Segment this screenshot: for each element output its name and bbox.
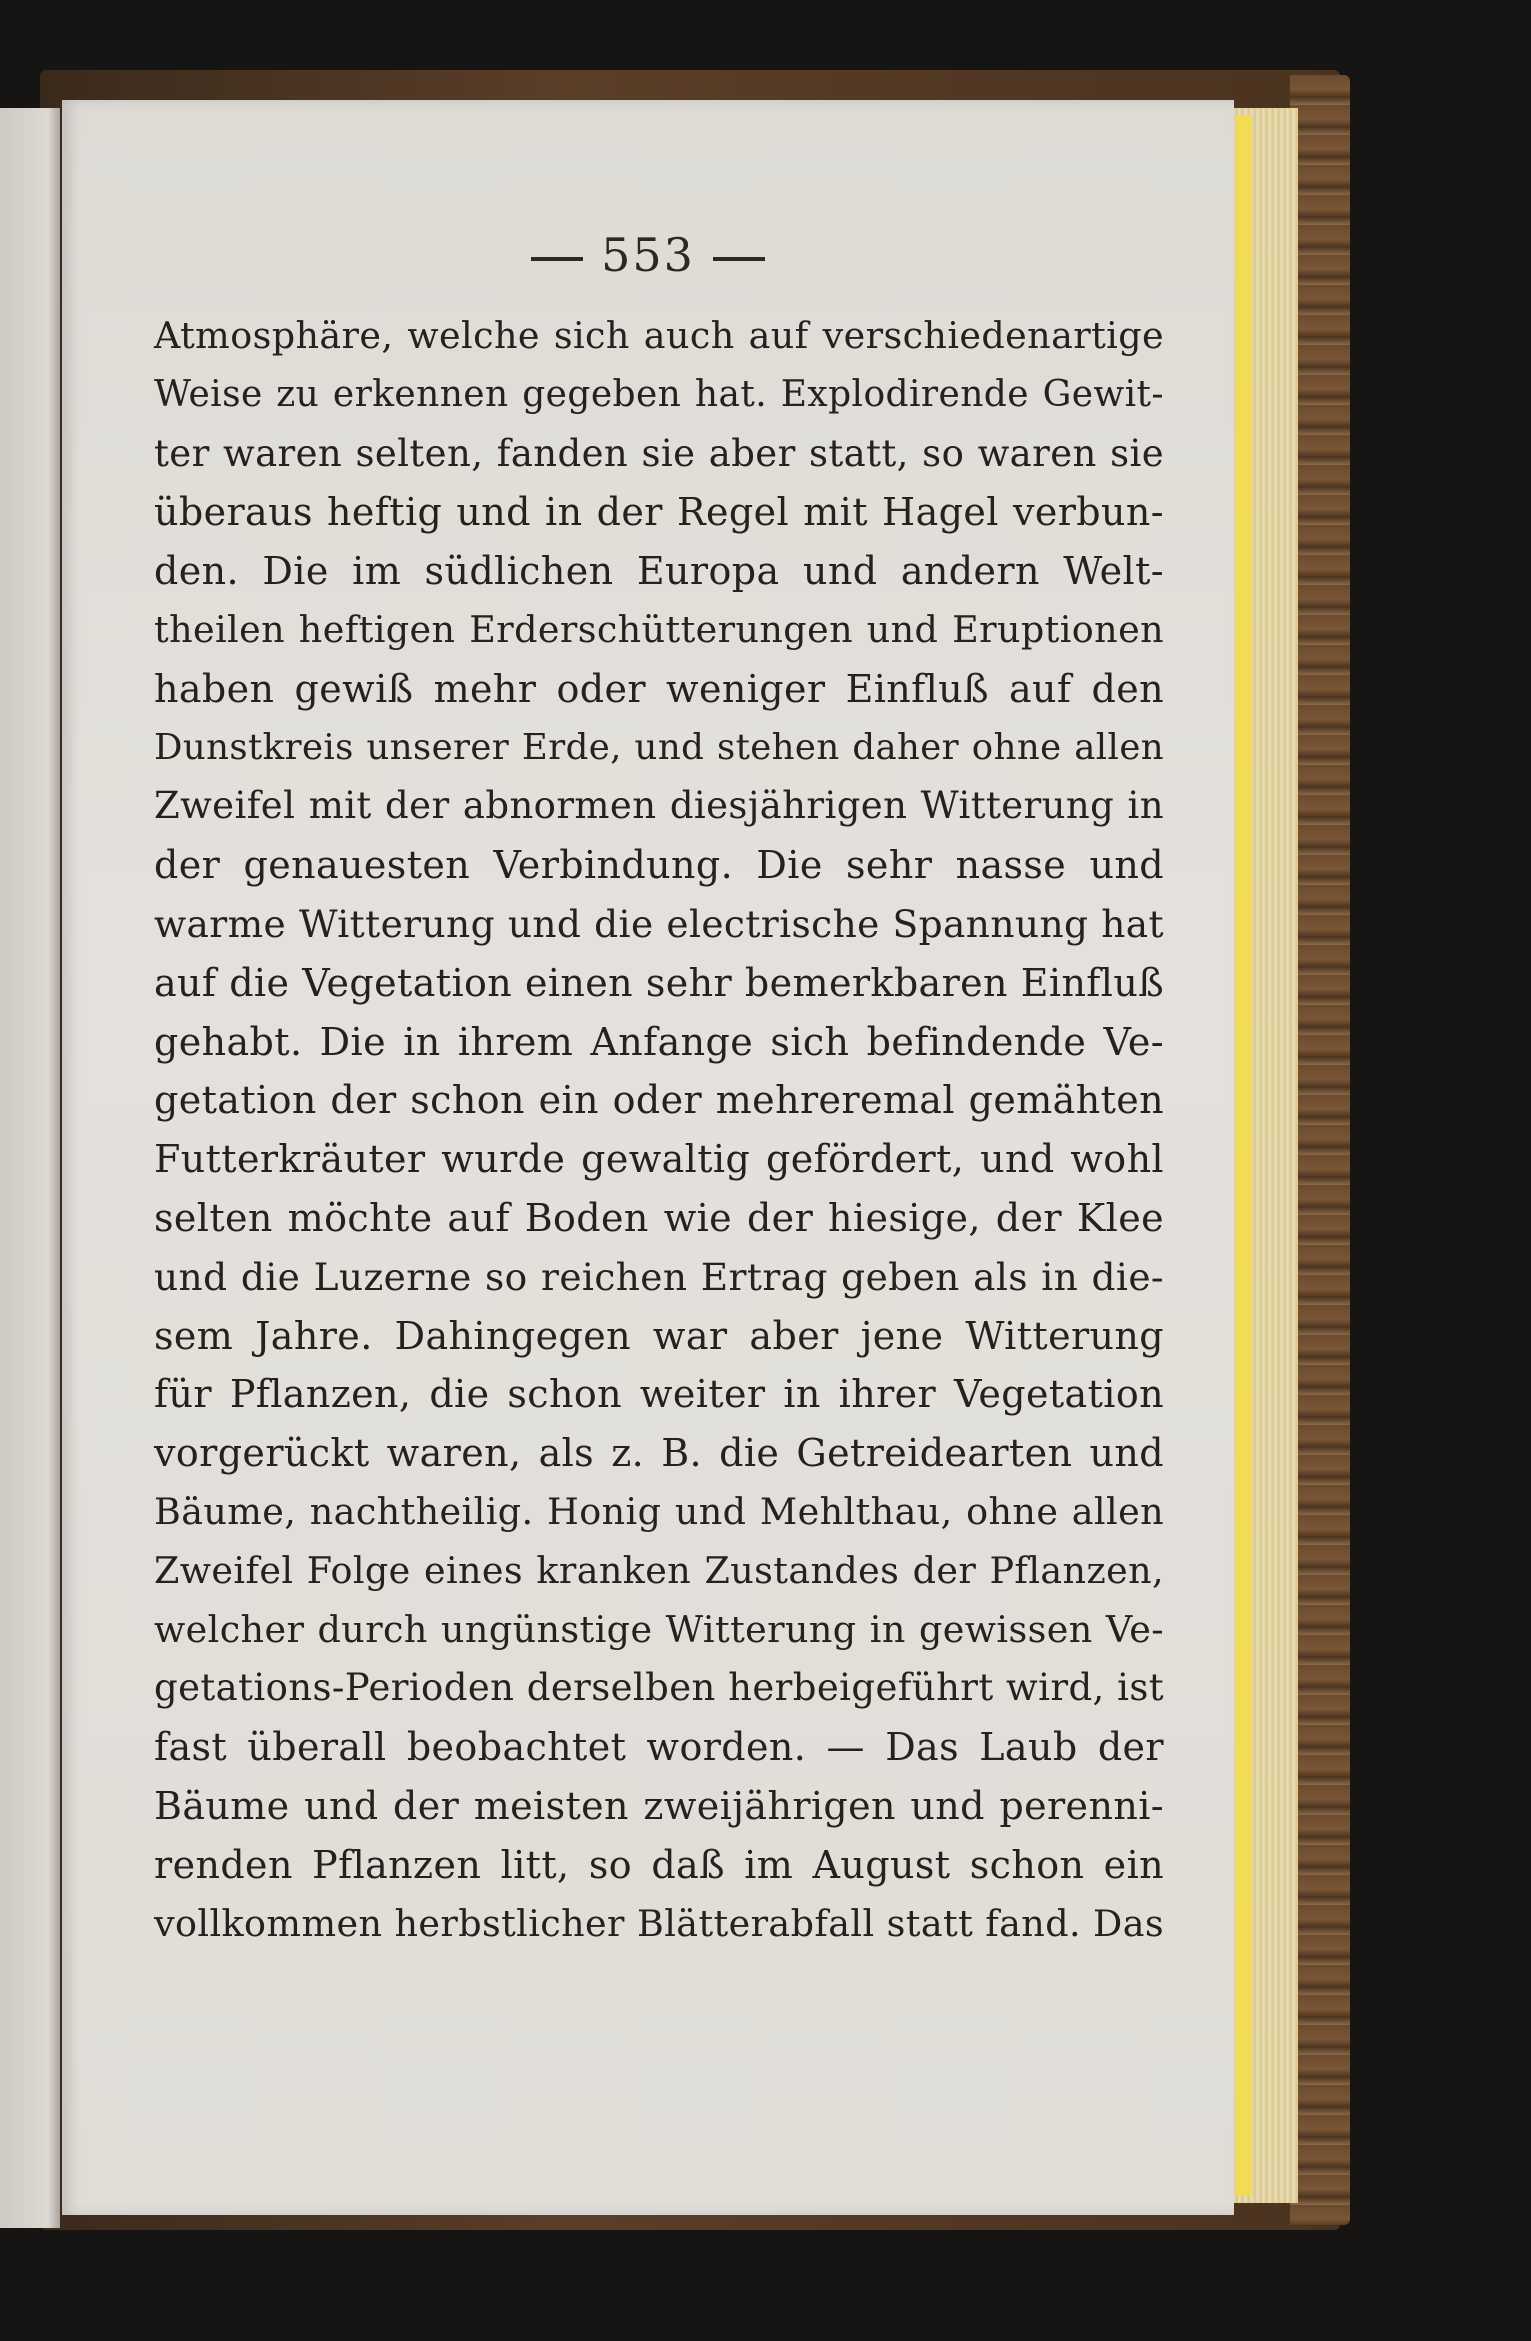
text-line: für Pflanzen, die schon weiter in ihrer Vegetation: [154, 1372, 1164, 1417]
text-line: getation der schon ein oder mehreremal gemähten: [154, 1078, 1164, 1123]
text-line: warme Witterung und die electrische Spannung hat: [154, 901, 1164, 946]
text-line: getations-Perioden derselben herbeigeführt wird, ist: [154, 1666, 1164, 1710]
text-line: sem Jahre. Dahingegen war aber jene Witterung: [154, 1313, 1164, 1358]
text-line: gehabt. Die in ihrem Anfange sich befindende Ve-: [154, 1019, 1164, 1064]
page-number-dash-right: [713, 257, 765, 261]
text-line: vollkommen herbstlicher Blätterabfall statt fand. Das: [154, 1901, 1164, 1945]
book-cover-edge: [1290, 75, 1350, 2225]
text-line: Bäume, nachtheilig. Honig und Mehlthau, ohne allen: [154, 1489, 1164, 1533]
text-line: überaus heftig und in der Regel mit Hagel verbun-: [154, 490, 1164, 535]
text-line: auf die Vegetation einen sehr bemerkbaren Einfluß: [154, 960, 1164, 1005]
body-text: [154, 307, 1164, 1953]
text-line: Bäume und der meisten zweijährigen und perenni-: [154, 1783, 1164, 1828]
text-line: theilen heftigen Erderschütterungen und Eruptionen: [154, 607, 1164, 651]
text-line: selten möchte auf Boden wie der hiesige, der Klee: [154, 1195, 1164, 1240]
page-number-dash-left: [531, 257, 583, 261]
text-line: und die Luzerne so reichen Ertrag geben als in die-: [154, 1254, 1164, 1299]
text-line: Weise zu erkennen gegeben hat. Explodirende Gewit-: [154, 373, 1164, 415]
text-line: Zweifel Folge eines kranken Zustandes der Pflanzen,: [154, 1548, 1164, 1592]
text-line: renden Pflanzen litt, so daß im August schon ein: [154, 1842, 1164, 1887]
text-line: der genauesten Verbindung. Die sehr nasse und: [154, 843, 1164, 888]
text-line: fast überall beobachtet worden. — Das Laub der: [154, 1725, 1164, 1770]
facing-page-edge: [0, 108, 60, 2228]
book-page: [62, 100, 1234, 2215]
text-line: haben gewiß mehr oder weniger Einfluß auf den: [154, 666, 1164, 711]
text-line: welcher durch ungünstige Witterung in gewissen Ve-: [154, 1607, 1164, 1651]
text-line: Dunstkreis unserer Erde, und stehen daher ohne allen: [154, 726, 1164, 768]
page-number: [62, 228, 1234, 282]
text-line: den. Die im südlichen Europa und andern Welt-: [154, 549, 1164, 594]
text-line: ter waren selten, fanden sie aber statt, so waren sie: [154, 431, 1164, 475]
text-line: Atmosphäre, welche sich auch auf verschiedenartige: [154, 314, 1164, 357]
page-number-text: 553: [601, 228, 695, 282]
text-line: Futterkräuter wurde gewaltig gefördert, und wohl: [154, 1137, 1164, 1182]
text-line: vorgerückt waren, als z. B. die Getreidearten und: [154, 1431, 1164, 1476]
yellowed-page-edge: [1236, 115, 1252, 2195]
text-line: Zweifel mit der abnormen diesjährigen Witterung in: [154, 784, 1164, 828]
